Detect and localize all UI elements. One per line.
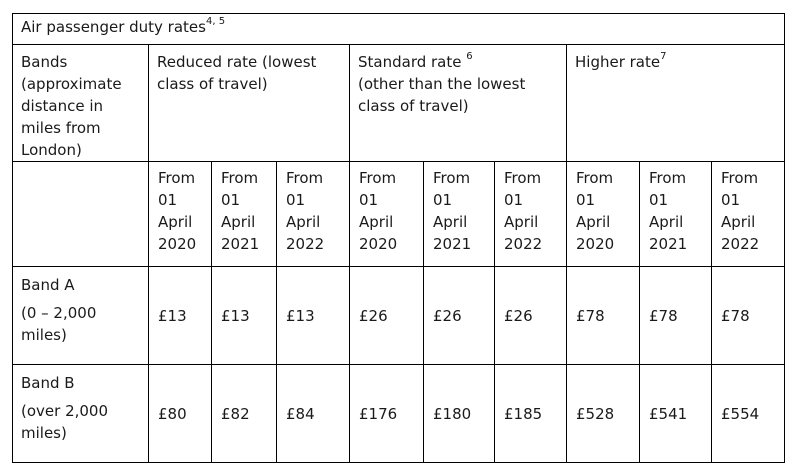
header-reduced-text: Reduced rate (lowest class of travel) (157, 53, 317, 93)
header-reduced (149, 45, 350, 162)
header-standard (350, 45, 567, 162)
date-month: April (649, 213, 684, 231)
date-day: 01 (433, 191, 453, 209)
date-from: From (221, 169, 259, 187)
rate-value: £541 (640, 365, 712, 463)
date-from: From (286, 169, 324, 187)
date-from: From (649, 169, 687, 187)
date-header-cell (350, 162, 424, 267)
band-b-name: Band B (21, 374, 75, 392)
rate-value: £554 (712, 365, 785, 463)
date-month: April (158, 213, 193, 231)
table-title-text: Air passenger duty rates (21, 18, 206, 36)
header-bands-text: Bands (approximate distance in miles from London) (21, 53, 122, 159)
header-higher-text: Higher rate (575, 53, 661, 71)
rate-value: £180 (424, 365, 495, 463)
date-day: 01 (221, 191, 241, 209)
rate-value: £528 (567, 365, 640, 463)
date-year: 2022 (504, 235, 543, 253)
rate-value: £84 (277, 365, 350, 463)
date-day: 01 (649, 191, 669, 209)
band-a-label (13, 267, 149, 365)
rate-value: £26 (495, 267, 567, 365)
date-month: April (433, 213, 468, 231)
date-month: April (721, 213, 756, 231)
rate-value: £80 (149, 365, 212, 463)
date-year: 2020 (576, 235, 615, 253)
rate-value: £78 (567, 267, 640, 365)
date-day: 01 (158, 191, 178, 209)
rate-value: £13 (277, 267, 350, 365)
date-year: 2021 (649, 235, 688, 253)
date-header-cell (640, 162, 712, 267)
date-day: 01 (286, 191, 306, 209)
date-month: April (504, 213, 539, 231)
rate-value: £26 (424, 267, 495, 365)
rate-value: £78 (640, 267, 712, 365)
dates-blank-cell (13, 162, 149, 267)
date-year: 2022 (721, 235, 760, 253)
date-header-cell (212, 162, 277, 267)
date-header-cell (424, 162, 495, 267)
date-from: From (158, 169, 196, 187)
date-day: 01 (504, 191, 524, 209)
band-a-name: Band A (21, 276, 75, 294)
date-month: April (359, 213, 394, 231)
date-month: April (576, 213, 611, 231)
date-day: 01 (359, 191, 379, 209)
header-bands (13, 45, 149, 162)
rate-value: £78 (712, 267, 785, 365)
date-header-cell (567, 162, 640, 267)
date-header-cell (712, 162, 785, 267)
header-standard-subtext: (other than the lowest class of travel) (358, 75, 526, 115)
rate-value: £185 (495, 365, 567, 463)
date-from: From (433, 169, 471, 187)
band-b-distance: (over 2,000 miles) (21, 402, 109, 442)
date-from: From (576, 169, 614, 187)
rate-value: £13 (212, 267, 277, 365)
date-year: 2021 (433, 235, 472, 253)
header-higher-footnote: 7 (660, 51, 667, 62)
date-month: April (221, 213, 256, 231)
table-title (13, 14, 785, 45)
date-year: 2022 (286, 235, 325, 253)
table-title-footnote: 4, 5 (205, 16, 226, 27)
rate-value: £82 (212, 365, 277, 463)
band-a-distance: (0 – 2,000 miles) (21, 304, 97, 344)
date-year: 2020 (359, 235, 398, 253)
date-day: 01 (721, 191, 741, 209)
date-month: April (286, 213, 321, 231)
rate-value: £13 (149, 267, 212, 365)
date-header-cell (149, 162, 212, 267)
date-day: 01 (576, 191, 596, 209)
rate-value: £176 (350, 365, 424, 463)
apd-rates-table (12, 13, 785, 463)
band-b-label (13, 365, 149, 463)
date-header-cell (277, 162, 350, 267)
date-from: From (504, 169, 542, 187)
header-higher (567, 45, 785, 162)
date-header-cell (495, 162, 567, 267)
header-standard-footnote: 6 (466, 51, 473, 62)
date-from: From (721, 169, 759, 187)
header-standard-text: Standard rate (358, 53, 462, 71)
date-year: 2021 (221, 235, 260, 253)
rate-value: £26 (350, 267, 424, 365)
date-year: 2020 (158, 235, 197, 253)
date-from: From (359, 169, 397, 187)
